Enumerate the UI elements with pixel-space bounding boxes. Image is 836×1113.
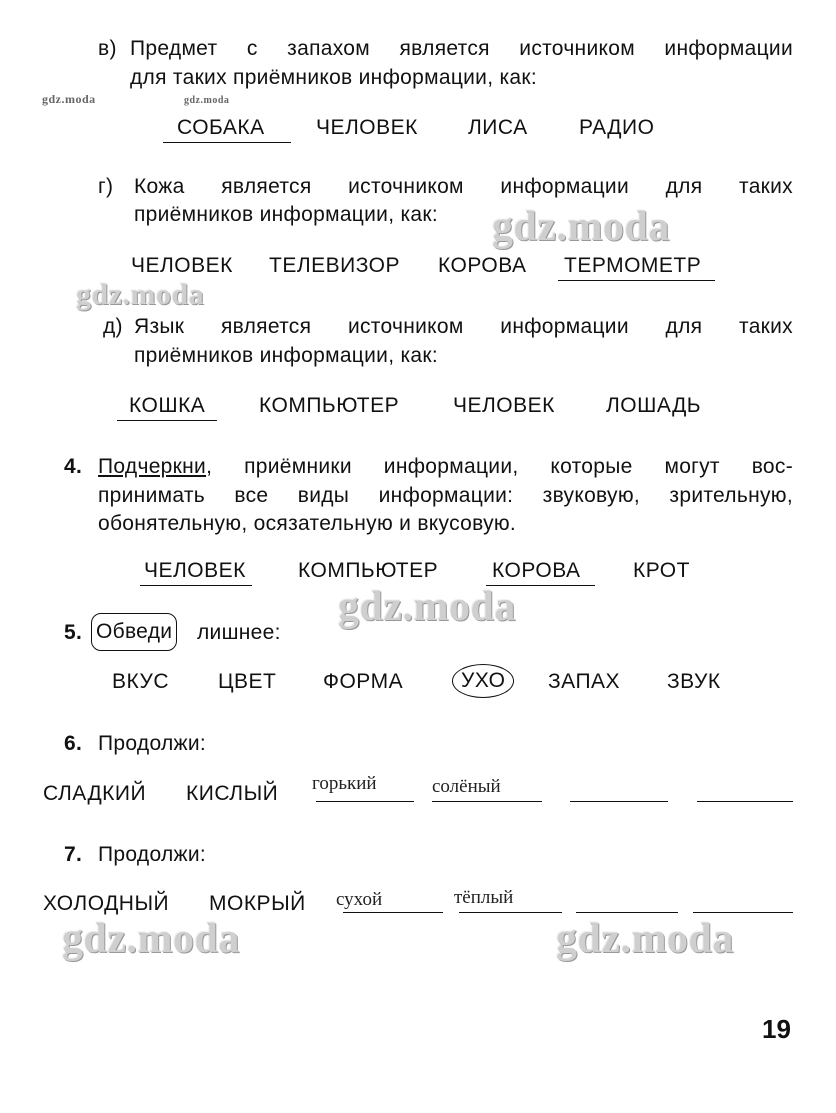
answer-blank[interactable] (570, 801, 668, 802)
answer-blank[interactable] (459, 912, 562, 913)
question-text: Кожа является источником информации для таких (134, 175, 793, 198)
handwritten-answer: солёный (432, 776, 501, 797)
option: ЦВЕТ (218, 670, 277, 693)
watermark: gdz.moda (556, 916, 734, 962)
task-number: 4. (64, 455, 83, 478)
task-text (98, 455, 793, 479)
option: ЧЕЛОВЕК (131, 254, 233, 277)
option-underlined: КОРОВА (486, 559, 595, 586)
given-word: МОКРЫЙ (209, 892, 306, 915)
question-text: приёмников информации, как: (134, 344, 439, 367)
handwritten-answer: сухой (336, 889, 383, 910)
task-text: принимать все виды информации: звуковую, зрительную, (98, 484, 793, 507)
task-number: 7. (64, 843, 83, 866)
task-number: 6. (64, 732, 83, 755)
option: КОМПЬЮТЕР (298, 559, 439, 582)
option-underlined: СОБАКА (163, 116, 291, 143)
option: КОРОВА (438, 254, 527, 277)
answer-blank[interactable] (576, 912, 678, 913)
task-verb: Подчеркни (98, 455, 207, 478)
watermark: gdz.moda (338, 584, 516, 630)
handwritten-answer: горький (312, 773, 377, 794)
task-title: Продолжи: (98, 843, 207, 866)
question-text: для таких приёмников информации, как: (130, 66, 538, 89)
question-marker: в) (98, 37, 117, 60)
option-underlined: КОШКА (117, 394, 217, 421)
option: ФОРМА (323, 670, 404, 693)
answer-blank[interactable] (697, 801, 793, 802)
task-text: обонятельную, осязательную и вкусовую. (98, 512, 517, 535)
option: ЗВУК (667, 670, 721, 693)
answer-blank[interactable] (432, 801, 542, 802)
option: КРОТ (633, 559, 690, 582)
answer-blank[interactable] (316, 801, 414, 802)
answer-blank[interactable] (693, 912, 793, 913)
task-text: лишнее: (197, 621, 281, 644)
task-verb-circled: Обведи (91, 613, 177, 651)
option: ЛОШАДЬ (606, 394, 702, 417)
task-title: Продолжи: (98, 732, 207, 755)
watermark: gdz.moda (76, 278, 205, 311)
question-text: Предмет с запахом является источником информации (130, 37, 793, 60)
option-circled: УХО (452, 664, 514, 698)
option: ТЕЛЕВИЗОР (269, 254, 401, 277)
watermark-small: gdz.moda (42, 92, 96, 106)
handwritten-answer: тёплый (454, 887, 514, 908)
option: ЧЕЛОВЕК (453, 394, 555, 417)
watermark: gdz.moda (62, 916, 240, 962)
question-text: приёмников информации, как: (134, 203, 439, 226)
question-text: Язык является источником информации для таких (134, 315, 793, 338)
task-text-rest: , приёмники информации, которые могут вос- (206, 455, 793, 478)
given-word: ХОЛОДНЫЙ (43, 892, 170, 915)
answer-blank[interactable] (343, 912, 443, 913)
given-word: КИСЛЫЙ (186, 782, 279, 805)
option: ВКУС (112, 670, 169, 693)
option: ЛИСА (468, 116, 528, 139)
question-marker: г) (98, 175, 114, 198)
watermark-small: gdz.moda (184, 95, 230, 106)
option-underlined: ТЕРМОМЕТР (558, 254, 715, 281)
task-number: 5. (64, 621, 83, 644)
option: ЧЕЛОВЕК (316, 116, 418, 139)
page-number: 19 (762, 1014, 791, 1044)
option-underlined: ЧЕЛОВЕК (140, 559, 252, 586)
question-marker: д) (103, 315, 123, 338)
option: РАДИО (579, 116, 655, 139)
given-word: СЛАДКИЙ (43, 782, 147, 805)
watermark: gdz.moda (492, 204, 670, 250)
option: КОМПЬЮТЕР (259, 394, 400, 417)
option: ЗАПАХ (548, 670, 621, 693)
